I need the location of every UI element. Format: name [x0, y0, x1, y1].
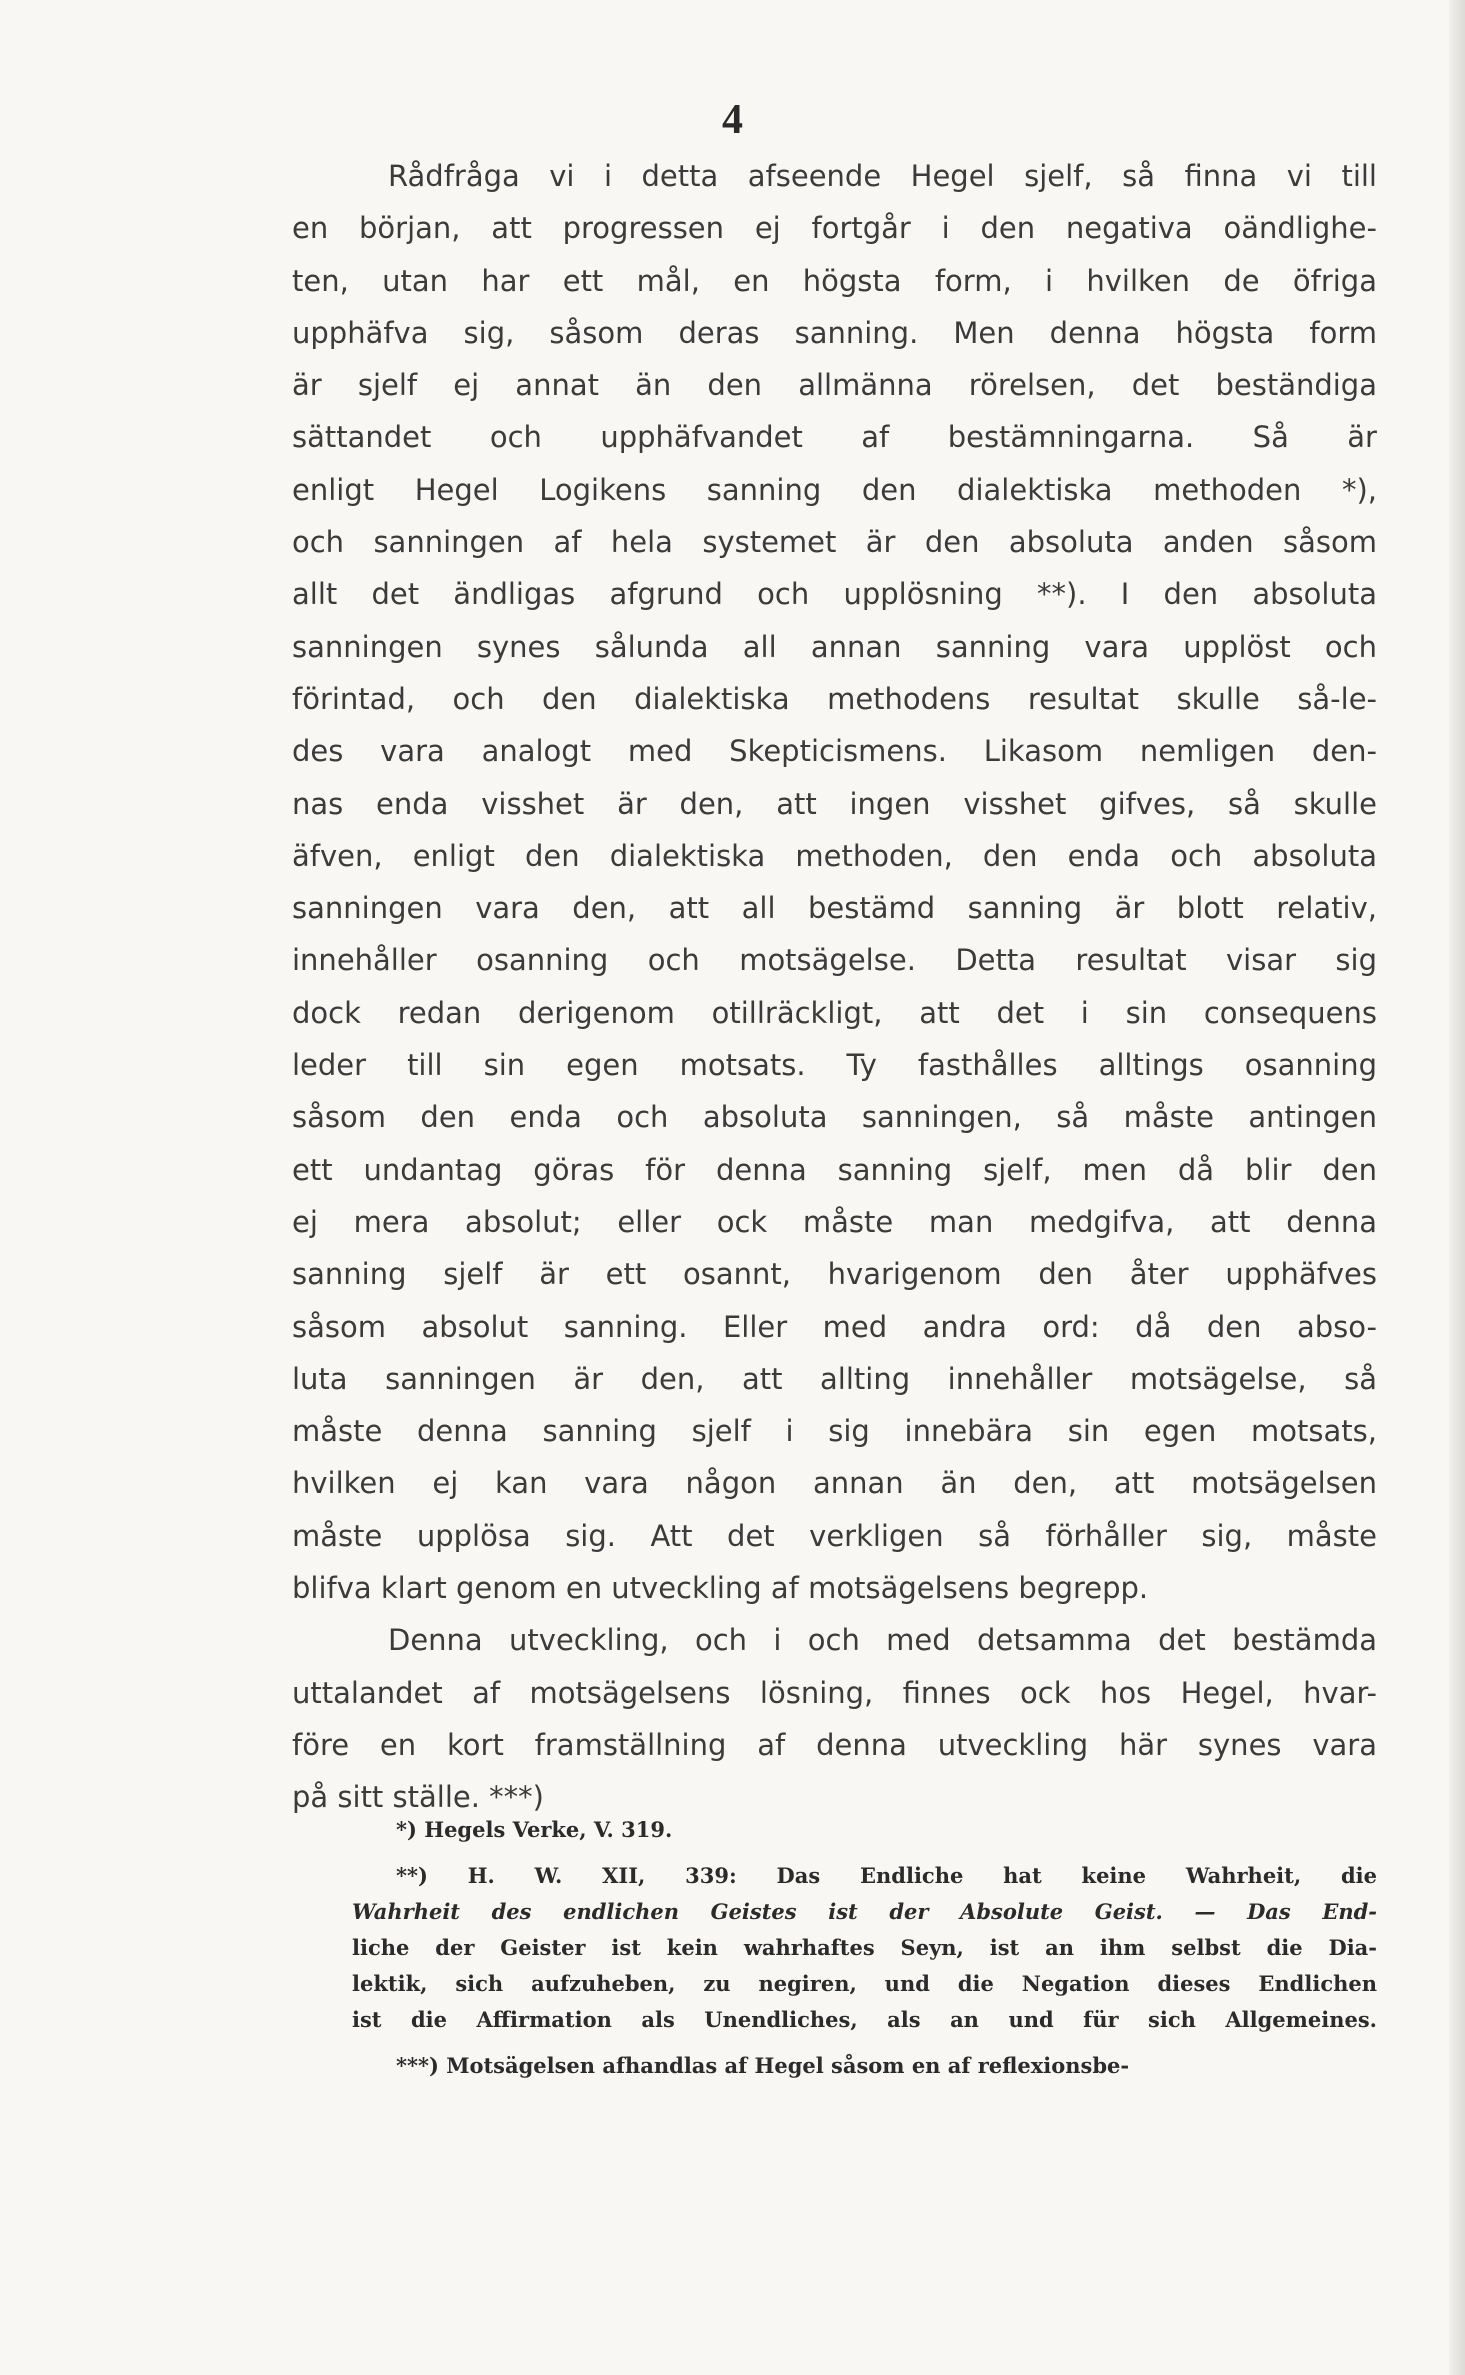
- text-line: äfven, enligt den dialektiska methoden, den enda och absoluta: [292, 838, 1377, 873]
- text-line: ej mera absolut; eller ock måste man medgifva, att denna: [292, 1204, 1377, 1239]
- text-line: Denna utveckling, och i och med detsamma det bestämda: [388, 1623, 1377, 1658]
- text-line: måste upplösa sig. Att det verkligen så förhåller sig, måste: [292, 1518, 1377, 1553]
- footnote-line: ***) Motsägelsen afhandlas af Hegel såsom en af reflexionsbe-: [396, 2053, 1130, 2078]
- text-line: leder till sin egen motsats. Ty fasthålles alltings osanning: [292, 1048, 1377, 1083]
- footnote-line: Wahrheit des endlichen Geistes ist der Absolute Geist. — Das End-: [352, 1899, 1377, 1924]
- text-line: en början, att progressen ej fortgår i den negativa oändlighe-: [292, 211, 1377, 246]
- text-line: sanningen synes sålunda all annan sanning vara upplöst och: [292, 629, 1377, 664]
- main-text: [292, 150, 1377, 1824]
- text-line: innehåller osanning och motsägelse. Detta resultat visar sig: [292, 943, 1377, 978]
- text-line: sättandet och upphäfvandet af bestämningarna. Så är: [292, 420, 1377, 455]
- footnote-line: liche der Geister ist kein wahrhaftes Seyn, ist an ihm selbst die Dia-: [352, 1935, 1377, 1960]
- text-line: blifva klart genom en utveckling af motsägelsens begrepp.: [292, 1571, 1149, 1606]
- text-line: ten, utan har ett mål, en högsta form, i hvilken de öfriga: [292, 263, 1377, 298]
- text-line: sanning sjelf är ett osannt, hvarigenom den åter upphäfves: [292, 1257, 1377, 1292]
- footnote-line: lektik, sich aufzuheben, zu negiren, und die Negation dieses Endlichen: [352, 1971, 1377, 1996]
- page-edge-shadow: [1449, 0, 1465, 2375]
- footnote-line: *) Hegels Verke, V. 319.: [396, 1817, 673, 1842]
- text-line: är sjelf ej annat än den allmänna rörelsen, det beständiga: [292, 368, 1377, 403]
- text-line: dock redan derigenom otillräckligt, att det i sin consequens: [292, 995, 1377, 1030]
- page-number: 4: [722, 97, 743, 143]
- text-line: måste denna sanning sjelf i sig innebära sin egen motsats,: [292, 1414, 1377, 1449]
- text-line: och sanningen af hela systemet är den absoluta anden såsom: [292, 525, 1377, 560]
- text-line: uttalandet af motsägelsens lösning, finnes ock hos Hegel, hvar-: [292, 1675, 1377, 1710]
- text-line: luta sanningen är den, att allting innehåller motsägelse, så: [292, 1361, 1377, 1396]
- text-line: nas enda visshet är den, att ingen visshet gifves, så skulle: [292, 786, 1377, 821]
- footnote-line: ist die Affirmation als Unendliches, als an und für sich Allgemeines.: [352, 2007, 1377, 2032]
- text-line: des vara analogt med Skepticismens. Likasom nemligen den-: [292, 734, 1377, 769]
- text-line: ett undantag göras för denna sanning sjelf, men då blir den: [292, 1152, 1377, 1187]
- text-line: förintad, och den dialektiska methodens resultat skulle så-le-: [292, 681, 1377, 716]
- text-line: allt det ändligas afgrund och upplösning **). I den absoluta: [292, 577, 1377, 612]
- text-line: Rådfråga vi i detta afseende Hegel sjelf, så finna vi till: [388, 159, 1377, 193]
- text-line: före en kort framställning af denna utveckling här synes vara: [292, 1727, 1377, 1762]
- footnote-line: **) H. W. XII, 339: Das Endliche hat keine Wahrheit, die: [396, 1863, 1377, 1888]
- text-line: sanningen vara den, att all bestämd sanning är blott relativ,: [292, 891, 1377, 926]
- footnotes: [352, 1812, 1377, 2084]
- text-line: såsom den enda och absoluta sanningen, så måste antingen: [292, 1100, 1377, 1135]
- text-line: på sitt ställe. ***): [292, 1780, 544, 1815]
- text-line: hvilken ej kan vara någon annan än den, att motsägelsen: [292, 1466, 1377, 1501]
- text-line: såsom absolut sanning. Eller med andra ord: då den abso-: [292, 1309, 1377, 1344]
- text-line: upphäfva sig, såsom deras sanning. Men denna högsta form: [292, 315, 1377, 350]
- text-line: enligt Hegel Logikens sanning den dialektiska methoden *),: [292, 472, 1377, 507]
